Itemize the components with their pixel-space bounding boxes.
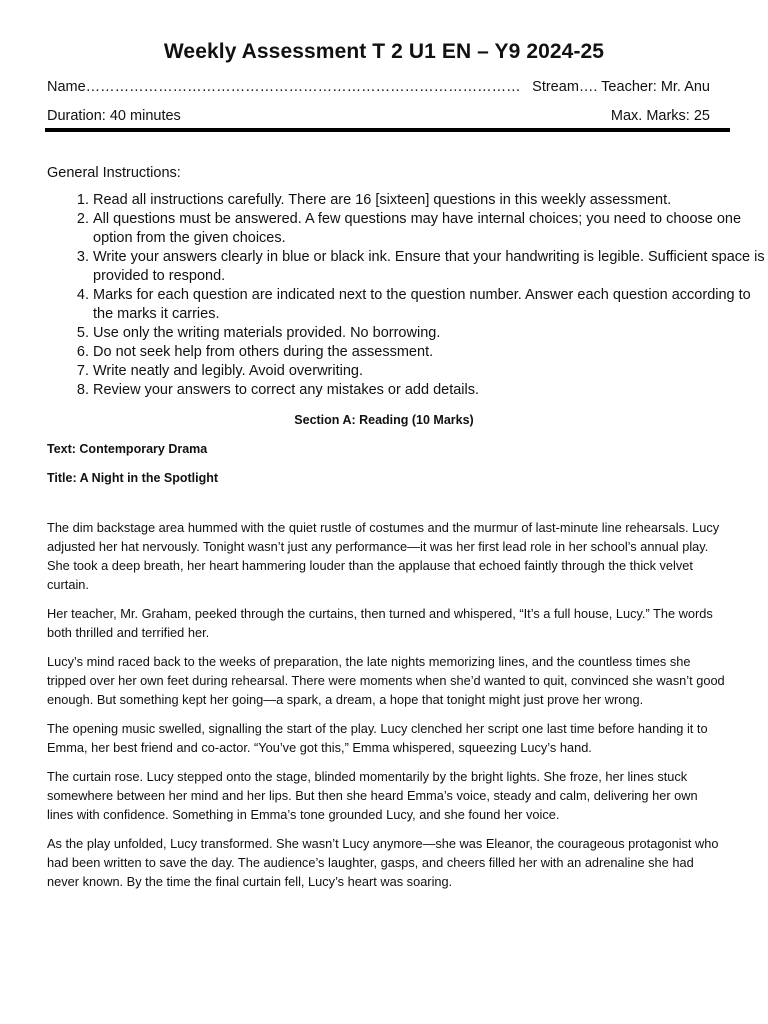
instruction-item: 3. Write your answers clearly in blue or black ink. Ensure that your handwriting is legible. Sufficient space is provided to respond. (93, 248, 768, 286)
story-paragraph: The opening music swelled, signalling the start of the play. Lucy clenched her script one last time before handing it to Emma, her best friend and co-actor. “You’ve got this,” Emma whispered, squeezing Lucy’s hand. (47, 721, 708, 755)
name-row (47, 79, 710, 95)
instruction-item: 1. Read all instructions carefully. There are 16 [sixteen] questions in this weekly assessment. (93, 191, 768, 210)
name-field-line: Name……………………………………………………………………………… (47, 79, 521, 95)
max-marks-label: Max. Marks: 25 (610, 108, 710, 124)
story-paragraph: Her teacher, Mr. Graham, peeked through the curtains, then turned and whispered, “It’s a full house, Lucy.” The words both thrilled and terrified her. (47, 606, 713, 640)
duration-row (47, 108, 710, 124)
instructions-heading: General Instructions: (47, 165, 181, 181)
stream-teacher-label: Stream…. Teacher: Mr. Anu (532, 79, 710, 95)
duration-label: Duration: 40 minutes (47, 108, 181, 124)
story-paragraph: Lucy’s mind raced back to the weeks of preparation, the late nights memorizing lines, and the countless times she tripped over her own feet during rehearsal. There were moments when she’d wanted to quit, convinced she wasn’t good enough. But something kept her going—a spark, a dream, a hope that tonight might just prove her wrong. (47, 654, 725, 707)
story-paragraph: The curtain rose. Lucy stepped onto the stage, blinded momentarily by the bright lights. She froze, her lines stuck somewhere between her mind and her lips. But then she heard Emma’s voice, steady and calm, delivering her own lines with confidence. Something in Emma’s tone grounded Lucy, and she found her voice. (47, 769, 698, 822)
instruction-item: 8. Review your answers to correct any mistakes or add details. (93, 381, 768, 400)
story-body (47, 518, 727, 901)
instructions-list (47, 191, 768, 400)
section-heading: Section A: Reading (10 Marks) (294, 413, 474, 427)
instruction-item: 2. All questions must be answered. A few questions may have internal choices; you need to choose one option from the given choices. (93, 210, 768, 248)
story-title: Title: A Night in the Spotlight (47, 471, 219, 485)
text-type-label: Text: Contemporary Drama (47, 442, 208, 456)
instruction-item: 7. Write neatly and legibly. Avoid overwriting. (93, 362, 768, 381)
instruction-item: 6. Do not seek help from others during the assessment. (93, 343, 768, 362)
instruction-item: 4. Marks for each question are indicated next to the question number. Answer each question according to the marks it carries. (93, 286, 768, 324)
story-paragraph: The dim backstage area hummed with the quiet rustle of costumes and the murmur of last-minute line rehearsals. Lucy adjusted her hat nervously. Tonight wasn’t just any performance—it was her first lead role in her school’s annual play. She took a deep breath, her heart hammering louder than the applause that echoed faintly through the thick velvet curtain. (47, 520, 720, 592)
story-paragraph: As the play unfolded, Lucy transformed. She wasn’t Lucy anymore—she was Eleanor, the courageous protagonist who had been written to save the day. The audience’s laughter, gasps, and cheers filled her with an adrenaline she had never known. By the time the final curtain fell, Lucy’s heart was soaring. (47, 836, 719, 889)
instruction-item: 5. Use only the writing materials provided. No borrowing. (93, 324, 768, 343)
header-divider (45, 128, 730, 132)
page-title: Weekly Assessment T 2 U1 EN – Y9 2024-25 (163, 40, 605, 63)
